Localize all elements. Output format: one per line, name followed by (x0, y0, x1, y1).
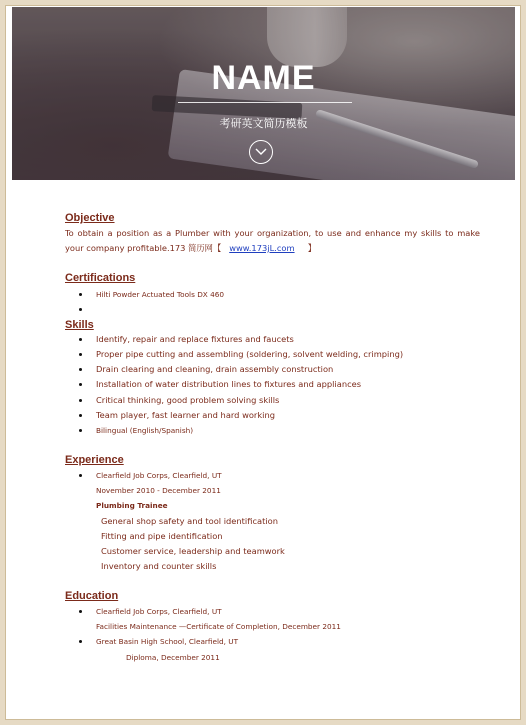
duty-item: Customer service, leadership and teamwork (101, 546, 285, 557)
objective-bracket: 】 (307, 243, 317, 253)
skills-section (65, 318, 480, 439)
skill-text: Team player, fast learner and hard working (96, 410, 275, 421)
list-item (65, 332, 480, 347)
skill-text: Drain clearing and cleaning, drain assembly construction (96, 364, 334, 375)
bullet-icon (79, 414, 82, 417)
header-banner (12, 7, 515, 180)
website-link[interactable]: www.173jL.com (229, 243, 295, 253)
bullet-icon (79, 338, 82, 341)
bullet-icon (79, 474, 82, 477)
list-item (65, 347, 480, 362)
skill-text: Bilingual (English/Spanish) (96, 426, 194, 436)
duty-item: Inventory and counter skills (101, 561, 217, 572)
education-detail: Diploma, December 2011 (126, 652, 220, 662)
experience-dates: November 2010 - December 2011 (96, 485, 221, 495)
experience-list (65, 468, 480, 483)
section-title-education: Education (65, 589, 119, 602)
bullet-icon (79, 429, 82, 432)
bullet-icon (79, 640, 82, 643)
list-item (65, 604, 480, 619)
bullet-icon (79, 293, 82, 296)
certifications-list (65, 287, 480, 318)
list-item (65, 287, 480, 302)
section-title-certifications: Certifications (65, 272, 136, 284)
resume-body (65, 211, 480, 665)
section-title-experience: Experience (65, 453, 124, 466)
chevron-down-circle-icon[interactable] (249, 140, 273, 164)
experience-role: Plumbing Trainee (96, 501, 168, 511)
education-detail: Facilities Maintenance —Certificate of Completion, December 2011 (96, 622, 341, 632)
section-title-objective: Objective (65, 212, 115, 224)
skill-text: Proper pipe cutting and assembling (soldering, solvent welding, crimping) (96, 348, 404, 359)
bullet-icon (79, 399, 82, 402)
school-text: Great Basin High School, Clearfield, UT (96, 637, 239, 647)
skill-text: Critical thinking, good problem solving skills (96, 394, 280, 405)
bullet-icon (79, 368, 82, 371)
employer-text: Clearfield Job Corps, Clearfield, UT (96, 470, 222, 480)
resume-subtitle: 考研英文简历模板 (219, 117, 308, 130)
education-list (65, 604, 480, 619)
resume-name: NAME (211, 59, 316, 97)
experience-section (65, 453, 480, 575)
section-title-skills: Skills (65, 318, 94, 331)
bullet-icon (79, 383, 82, 386)
certifications-section (65, 271, 480, 318)
certification-text: Hilti Powder Actuated Tools DX 460 (96, 290, 225, 299)
list-item (65, 468, 480, 483)
list-item (65, 302, 480, 317)
objective-body: To obtain a position as a Plumber with your organization, to use and enhance my skills to make your company profitable.173 简历网【 (65, 228, 480, 253)
bullet-icon (79, 353, 82, 356)
duty-item: General shop safety and tool identification (101, 515, 278, 526)
bullet-icon (79, 308, 82, 311)
education-section (65, 589, 480, 665)
list-item (65, 377, 480, 392)
education-list (65, 634, 480, 649)
skill-text: Identify, repair and replace fixtures and faucets (96, 333, 294, 344)
objective-section (65, 211, 480, 256)
skill-text: Installation of water distribution lines to fixtures and appliances (96, 379, 362, 390)
list-item (65, 362, 480, 377)
list-item (65, 634, 480, 649)
list-item (65, 423, 480, 438)
duty-item: Fitting and pipe identification (101, 530, 223, 541)
skills-list (65, 332, 480, 439)
list-item (65, 393, 480, 408)
objective-text (65, 226, 480, 256)
bullet-icon (79, 610, 82, 613)
list-item (65, 408, 480, 423)
title-divider (178, 102, 352, 103)
school-text: Clearfield Job Corps, Clearfield, UT (96, 606, 222, 616)
